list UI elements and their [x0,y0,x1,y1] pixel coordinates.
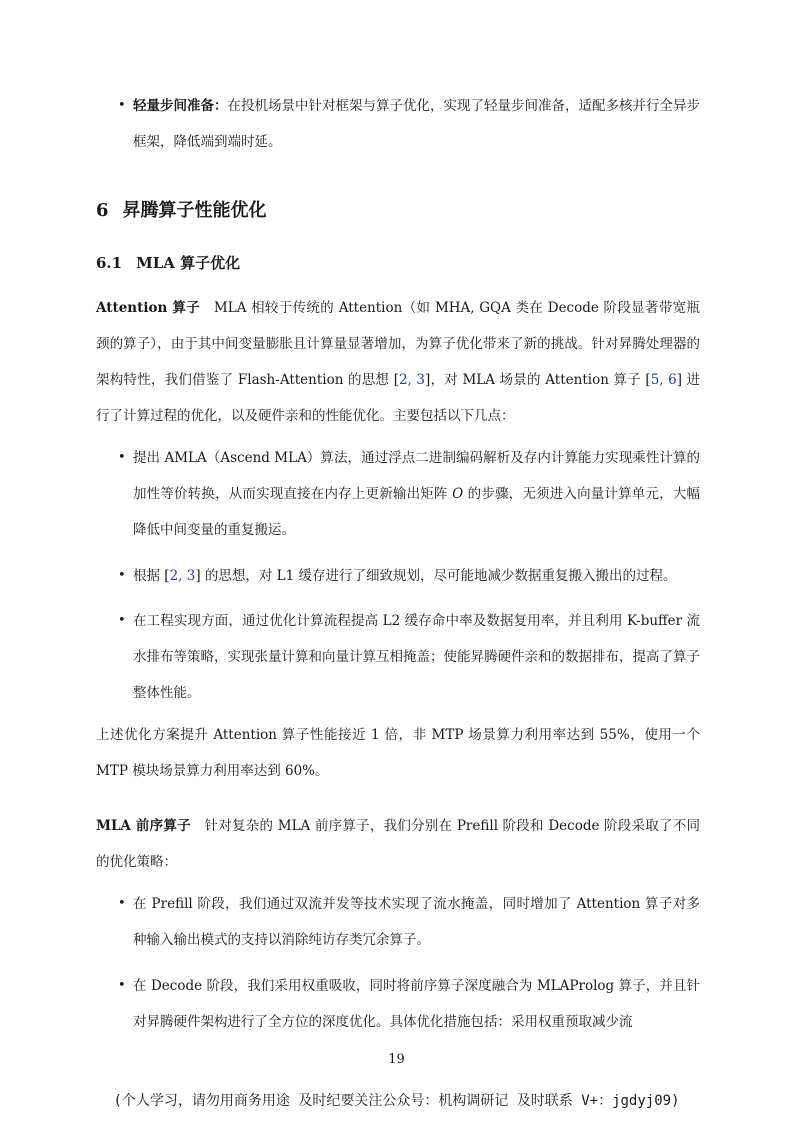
math-variable: O [452,486,464,502]
list-item [118,558,700,594]
paragraph-text: MLA 相较于传统的 Attention（如 MHA, GQA 类在 Decode 阶段显著带宽瓶颈的算子），由于其中间变量膨胀且计算量显著增加，为算子优化带来了新的挑战。针对昇腾处理器的架构特性，我们借鉴了 Flash-Attention 的思想 [ [96,300,701,388]
subsection-number: 6.1 [96,254,123,272]
bullet-text: 在投机场景中针对框架与算子优化，实现了轻量步间准备，适配多核并行全异步框架，降低端到端时延。 [133,98,700,150]
bullet-icon: • [118,450,126,465]
bullet-text: 提出 AMLA（Ascend MLA）算法，通过浮点二进制编码解析及存内计算能力实现乘性计算的加性等价转换，从而实现直接在内存上更新输出矩阵 [133,450,700,502]
paragraph-title: Attention 算子 [96,300,201,316]
summary-paragraph [96,717,700,789]
section-heading [96,196,267,222]
bullet-text: 的步骤，无须进入向量计算单元，大幅降低中间变量的重复搬运。 [133,486,701,538]
list-item [118,886,700,958]
list-item [118,88,700,160]
footer-note: (个人学习，请勿用商务用途 及时纪要关注公众号：机构调研记 及时联系 V+：jgdyj09) [113,1093,680,1109]
attention-paragraph [96,290,700,434]
bullet-title: 轻量步间准备： [133,98,228,114]
paragraph-text: ] 进行了计算过程的优化，以及硬件亲和的性能优化。主要包括以下几点： [96,372,700,424]
bullet-text: 在 Prefill 阶段，我们通过双流并发等技术实现了流水掩盖，同时增加了 Attention 算子对多种输入输出模式的支持以消除纯访存类冗余算子。 [133,896,700,948]
paragraph-title: MLA 前序算子 [96,818,191,834]
paragraph-text: ]，对 MLA 场景的 Attention 算子 [ [424,372,651,388]
citation-link[interactable]: 5, 6 [650,372,677,388]
list-item [118,603,700,711]
section-number: 6 [96,200,109,221]
citation-link[interactable]: 2, 3 [169,568,196,584]
list-item [118,968,700,1040]
citation-link[interactable]: 2, 3 [398,372,425,388]
bullet-icon: • [118,568,126,583]
bullet-text: 在工程实现方面，通过优化计算流程提高 L2 缓存命中率及数据复用率，并且利用 K-buffer 流水排布等策略，实现张量计算和向量计算互相掩盖；使能昇腾硬件亲和的数据排布，提高了算子整体性能。 [133,613,700,701]
page-number: 19 [388,1052,405,1067]
list-item [118,440,700,548]
bullet-text: 在 Decode 阶段，我们采用权重吸收，同时将前序算子深度融合为 MLAProlog 算子，并且针对昇腾硬件架构进行了全方位的深度优化。具体优化措施包括：采用权重预取减少流 [133,978,700,1030]
bullet-text: ] 的思想，对 L1 缓存进行了细致规划，尽可能地减少数据重复搬入搬出的过程。 [195,568,677,584]
bullet-icon: • [118,978,126,993]
subsection-heading [96,252,240,273]
bullet-icon: • [118,98,126,113]
prolog-paragraph [96,808,700,880]
bullet-text: 根据 [ [133,568,170,584]
summary-text: 上述优化方案提升 Attention 算子性能接近 1 倍，非 MTP 场景算力利用率达到 55%，使用一个 MTP 模块场景算力利用率达到 60%。 [96,727,700,779]
paragraph-text: 针对复杂的 MLA 前序算子，我们分别在 Prefill 阶段和 Decode 阶段采取了不同的优化策略： [96,818,700,870]
subsection-title: MLA 算子优化 [136,254,241,272]
bullet-icon: • [118,613,126,628]
section-title: 昇腾算子性能优化 [122,200,267,221]
bullet-icon: • [118,896,126,911]
